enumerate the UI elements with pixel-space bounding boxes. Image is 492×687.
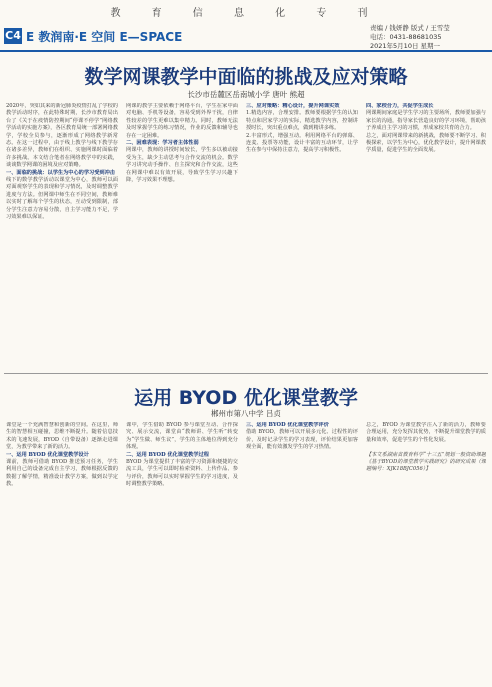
article2-author: 郴州市第八中学 吕贞 xyxy=(211,409,281,418)
article1-heading-1: 一、面临的挑战：以学生为中心的学习受到冲击 xyxy=(6,169,115,176)
article2-intro: 课堂是一个充满智慧和创新的空间。在这里，师生的智慧相互碰撞，思维不断提升。随着信息技术的飞速发展，BYOD（自带设备）逐渐走进课堂，为教学带来了新的活力。 xyxy=(6,422,118,451)
article2-paragraph: 借助 BYOD，教师可以开展多元化、过程性的评价，及时记录学生的学习表现，评价结果更加客观全面，能有效激发学生的学习热情。 xyxy=(246,429,358,451)
article2-paragraph: 课中，学生借助 BYOD 参与课堂互动、合作探究、展示交流，课堂由“教师讲、学生听”转变为“学生做、师生议”，学生的主体地位得到充分体现。 xyxy=(126,422,238,451)
article1-intro: 2020年，突如其来的新冠肺炎疫情打乱了学校的教学活动时序，在此特殊时期，长沙市教育局出台了《关于在疫情防控期间“停课不停学”网络教学活动的实施方案》，各区教育局统一部署网络教学，学校全员参与，逐渐形成了网络教学新常态。在这一过程中，由于线上教学与线下教学存在诸多差异，教师们在组织、实施网课时面临着许多挑战。本文结合笔者在网络教学中的实践，谈谈数学网课的困境及应对策略。 xyxy=(6,103,118,169)
page-header xyxy=(0,20,492,50)
article1-heading-3: 三、应对策略：精心设计，提升网课实效 xyxy=(246,103,340,109)
banner: 教 育 信 息 化 专 刊 xyxy=(110,8,382,19)
article2-column-3 xyxy=(246,422,358,682)
article1-paragraph: 线下的数学教学活动以课堂为中心，教师可以面对面观察学生的表现和学习情况，及时调整教学进度与方法。但网课中师生在不同空间，教师难以实时了解每个学生的状态，互动受到限制，部分学生注意力容易分散，自主学习能力不足，学习效果难以保证。 xyxy=(6,177,118,221)
editor-line: 责编 / 钱妍静 版式 / 王雪莹 xyxy=(370,24,450,32)
article2-heading-3: 三、运用 BYOD 优化课堂教学评价 xyxy=(246,422,329,428)
article2-title: 运用 BYOD 优化课堂教学 xyxy=(134,387,358,409)
article1-paragraph: 总之，面对网课带来的新挑战，教师要不断学习、积极探索，以学生为中心，优化教学设计，提升网课教学质量，促进学生的全面发展。 xyxy=(366,132,486,154)
article1-paragraph: 2.丰富形式，增强互动。利用网络平台的弹幕、连麦、投票等功能，设计丰富的互动环节，让学生在参与中保持注意力，提高学习积极性。 xyxy=(246,132,358,154)
article2-heading-2: 二、运用 BYOD 优化课堂教学过程 xyxy=(126,451,209,458)
article2-heading-1: 一、运用 BYOD 优化课堂教学设计 xyxy=(6,451,89,458)
article1-paragraph: 网课期间家庭是学生学习的主要场所，教师要加强与家长的沟通，指导家长营造良好的学习环境，帮助孩子养成自主学习的习惯，形成家校共育的合力。 xyxy=(366,110,486,132)
edition-meta xyxy=(370,24,488,51)
article1-heading-4: 四、家校合力，共促学生成长 xyxy=(366,103,434,109)
article-divider xyxy=(4,373,488,374)
article1-paragraph: 网课的教学主要依赖于网络平台，学生在家中面对电脑、手机等设备，容易受到外界干扰，自律性较差的学生更难以集中精力。同时，教师无法及时掌握学生的练习情况，作业的反馈和辅导也存在一定困难。 xyxy=(126,103,238,139)
article1-column-4 xyxy=(366,103,486,369)
article1-column-2 xyxy=(126,103,238,369)
article2-column-1 xyxy=(6,422,118,682)
header-rule xyxy=(0,50,492,52)
article1-column-1 xyxy=(6,103,118,369)
article2-paragraph: 总之，BYOD 为课堂教学注入了新的活力，教师要合理运用，充分发挥其优势，不断提升课堂教学的质量和效率，促进学生的个性化发展。 xyxy=(366,422,486,443)
page-number: C4 xyxy=(5,29,21,42)
article2-paragraph: BYOD 为课堂提供了丰富的学习资源和便捷的交流工具，学生可以即时检索资料、上传作品、参与评价，教师可以实时掌握学生的学习进度，及时调整教学策略。 xyxy=(126,459,238,488)
article2-column-4 xyxy=(366,422,486,682)
article1-author: 长沙市岳麓区岳南城小学 唐叶 熊超 xyxy=(187,90,305,99)
date-line: 2021年5月10日 星期一 xyxy=(370,42,441,50)
article1-paragraph: 网课中，教师的讲授时间较长，学生多以被动接受为主，缺少主动思考与合作交流的机会。数学学习讲究动手操作、自主探究和合作交流，这些在网课中难以有效开展，导致学生学习兴趣下降，学习效果不理想。 xyxy=(126,147,238,184)
article2-footnote: 【本文系湖南省教育科学“十三五”规划一般资助课题《基于BYOD的课堂教学实践研究》的研究成果（课题编号：XJK18BJC056）】 xyxy=(366,451,486,473)
article1-heading-2: 二、困难表现：学习者主体性弱 xyxy=(126,140,199,147)
article2-paragraph: 课前，教师可借助 BYOD 推送预习任务，学生利用自己的设备完成自主学习，教师根据反馈的数据了解学情，精准设计教学方案，做到以学定教。 xyxy=(6,459,118,488)
article2-column-2 xyxy=(126,422,238,682)
article1-paragraph: 1.精选内容，合理安排。教师要根据学生的认知特点和居家学习的实际，精选教学内容，控制讲授时长，突出重点难点，做到精讲多练。 xyxy=(246,110,358,132)
phone-line: 电话：0431-88681035 xyxy=(370,33,442,41)
section-title: E 教润南·E 空间 E—SPACE xyxy=(26,30,183,44)
article1-title: 数学网课教学中面临的挑战及应对策略 xyxy=(84,66,408,88)
article1-column-3 xyxy=(246,103,358,369)
